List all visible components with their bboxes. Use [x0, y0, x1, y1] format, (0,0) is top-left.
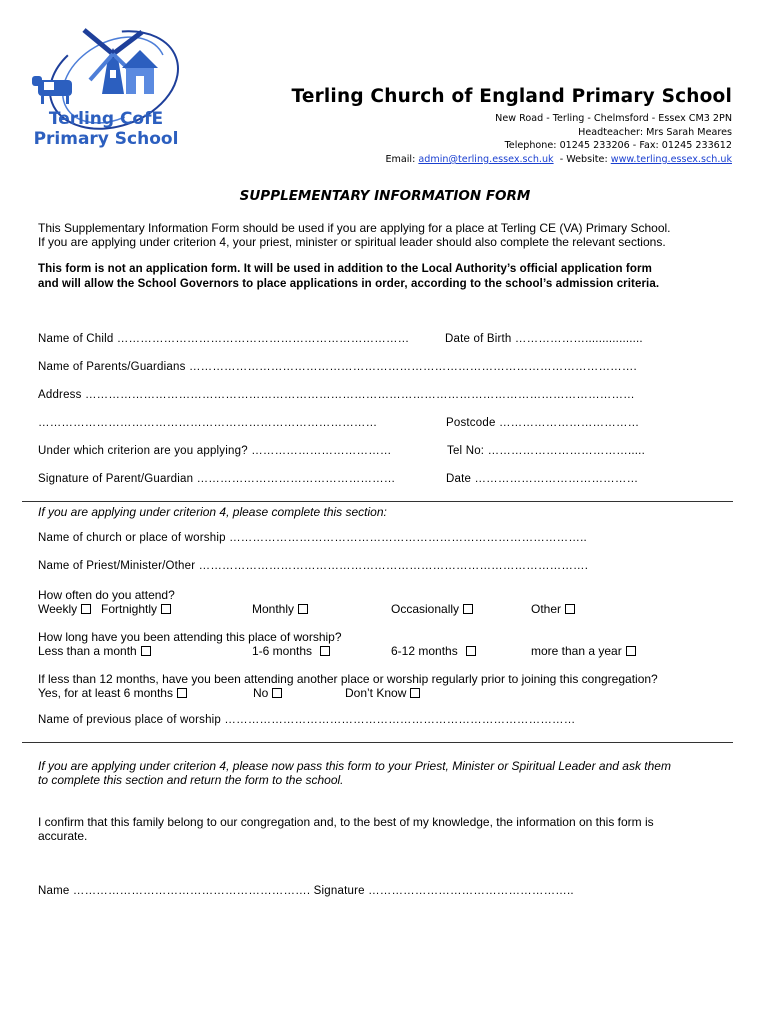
option-monthly[interactable]: Monthly [252, 602, 308, 616]
address-continued-field[interactable]: …………………………………………………………………………… [38, 417, 378, 429]
child-name-field[interactable]: Name of Child ………………………………………………………………… [38, 333, 410, 345]
checkbox[interactable] [177, 688, 187, 698]
checkbox[interactable] [298, 604, 308, 614]
phone-fax: Telephone: 01245 233206 - Fax: 01245 233612 [504, 140, 732, 151]
school-logo [22, 22, 202, 162]
option-6-12-months[interactable]: 6-12 months [391, 644, 476, 658]
criterion-field[interactable]: Under which criterion are you applying? ……………………………… [38, 445, 392, 457]
checkbox[interactable] [466, 646, 476, 656]
checkbox[interactable] [626, 646, 636, 656]
website-label: - Website: [553, 154, 611, 165]
attend-question: How often do you attend? [38, 588, 175, 602]
option-less-than-month[interactable]: Less than a month [38, 644, 151, 658]
option-1-6-months[interactable]: 1-6 months [252, 644, 330, 658]
checkbox[interactable] [565, 604, 575, 614]
address-field[interactable]: Address …………………………………………………………………………………………………………………………… [38, 389, 635, 401]
date-field[interactable]: Date …………………………………… [446, 473, 639, 485]
notice-line-1: This form is not an application form. It will be used in addition to the Local Authority’s official application form [38, 263, 652, 275]
priest-instruction-2: to complete this section and return the form to the school. [38, 773, 344, 787]
previous-worship-field[interactable]: Name of previous place of worship ……………………………………………………………………………… [38, 714, 576, 726]
checkbox[interactable] [81, 604, 91, 614]
option-no[interactable]: No [253, 686, 282, 700]
section-divider-2 [22, 742, 733, 743]
criterion4-heading: If you are applying under criterion 4, please complete this section: [38, 505, 387, 519]
option-weekly[interactable]: Weekly [38, 602, 91, 616]
howlong-question: How long have you been attending this place of worship? [38, 630, 342, 644]
checkbox[interactable] [320, 646, 330, 656]
headteacher: Headteacher: Mrs Sarah Meares [578, 127, 732, 138]
checkbox[interactable] [463, 604, 473, 614]
option-occasionally[interactable]: Occasionally [391, 602, 473, 616]
tel-field[interactable]: Tel No: ………………………………..... [447, 445, 645, 457]
intro-line-2: If you are applying under criterion 4, your priest, minister or spiritual leader should also complete the relevant sections. [38, 235, 666, 249]
other-worship-question: If less than 12 months, have you been attending another place or worship regularly prior to joining this congregation? [38, 672, 658, 686]
notice-line-2: and will allow the School Governors to place applications in order, according to the school’s admission criteria. [38, 278, 660, 290]
form-title: SUPPLEMENTARY INFORMATION FORM [239, 188, 531, 204]
postcode-field[interactable]: Postcode ……………………………… [446, 417, 640, 429]
confirmation-line-2: accurate. [38, 829, 88, 843]
school-address: New Road - Terling - Chelmsford - Essex CM3 2PN [495, 113, 732, 124]
option-fortnightly[interactable]: Fortnightly [101, 602, 171, 616]
section-divider-1 [22, 501, 733, 502]
svg-text:Primary School: Primary School [33, 129, 179, 149]
checkbox[interactable] [410, 688, 420, 698]
contact-line [385, 154, 732, 165]
checkbox[interactable] [161, 604, 171, 614]
option-yes-6-months[interactable]: Yes, for at least 6 months [38, 686, 187, 700]
confirmation-line-1: I confirm that this family belong to our congregation and, to the best of my knowledge, the information on this form is [38, 815, 654, 829]
priest-instruction-1: If you are applying under criterion 4, please now pass this form to your Priest, Minister or Spiritual Leader and ask them [38, 759, 671, 773]
school-name: Terling Church of England Primary School [291, 86, 732, 107]
option-dont-know[interactable]: Don’t Know [345, 686, 420, 700]
email-label: Email: [385, 154, 419, 165]
parents-name-field[interactable]: Name of Parents/Guardians ……………………………………………………………………………………………………. [38, 361, 637, 373]
option-other[interactable]: Other [531, 602, 575, 616]
email-link[interactable]: admin@terling.essex.sch.uk [418, 154, 554, 165]
dob-field[interactable]: Date of Birth ………………................. [445, 333, 643, 345]
checkbox[interactable] [272, 688, 282, 698]
intro-line-1: This Supplementary Information Form should be used if you are applying for a place at Terling CE (VA) Primary School. [38, 221, 671, 235]
priest-name-signature-field[interactable]: Name ……………………………………………………. Signature …………………………………………….. [38, 885, 574, 897]
parent-signature-field[interactable]: Signature of Parent/Guardian …………………………………………… [38, 473, 396, 485]
website-link[interactable]: www.terling.essex.sch.uk [610, 154, 732, 165]
church-icon [122, 50, 158, 94]
church-name-field[interactable]: Name of church or place of worship ……………………………………………………………………………….. [38, 532, 587, 544]
option-more-than-year[interactable]: more than a year [531, 644, 636, 658]
checkbox[interactable] [141, 646, 151, 656]
svg-text:Terling CofE: Terling CofE [48, 109, 164, 129]
priest-name-field[interactable]: Name of Priest/Minister/Other ………………………………………………………………………………………. [38, 560, 589, 572]
